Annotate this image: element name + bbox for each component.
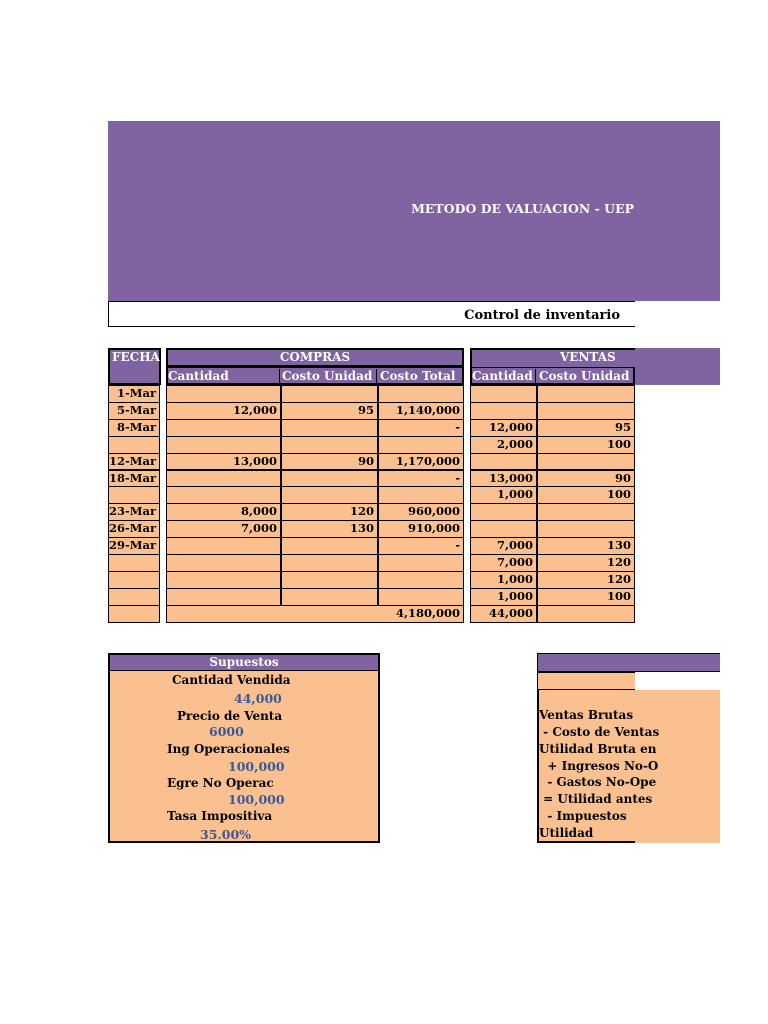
subtitle: Control de inventario [464,308,620,323]
fecha-cell: 26-Mar [108,520,160,538]
fecha-cell [108,436,160,454]
fecha-cell: 8-Mar [108,419,160,437]
compras-cantidad-cell: 8,000 [166,503,281,521]
compras-costo-unidad-cell [281,385,378,403]
fecha-header-label: FECHA [112,350,160,364]
compras-costo-total-cell: - [378,470,464,488]
ventas-costo-unidad-cell: 95 [537,419,635,437]
compras-cantidad-cell [166,571,281,589]
fecha-cell: 29-Mar [108,537,160,555]
ventas-costo-unidad-cell [537,520,635,538]
compras-costo-unidad-cell [281,486,378,504]
supuesto-value: 100,000 [228,792,285,807]
estado-right-mask [635,672,720,690]
compras-cantidad-cell [166,470,281,488]
fecha-total-cell [108,605,160,623]
fecha-cell: 12-Mar [108,453,160,471]
compras-costo-total-cell: 960,000 [378,503,464,521]
estado-line: Utilidad [539,826,594,840]
compras-costo-total-cell [378,436,464,454]
ventas-cantidad-cell: 7,000 [470,537,537,555]
compras-costo-unidad-cell [281,436,378,454]
fecha-cell [108,486,160,504]
estado-line: Utilidad Bruta en [539,742,657,756]
ventas-cantidad-cell [470,520,537,538]
compras-costo-unidad-cell: 95 [281,402,378,420]
ventas-costo-unidad-cell [537,503,635,521]
fecha-cell: 23-Mar [108,503,160,521]
ventas-costo-unidad-cell [537,453,635,471]
supuesto-label: Cantidad Vendida [172,673,291,687]
compras-costo-unidad-cell [281,470,378,488]
ventas-cantidad-cell: 2,000 [470,436,537,454]
ventas-costo-unidad-cell: 100 [537,588,635,606]
ventas-costo-unidad-cell: 100 [537,436,635,454]
compras-costo-unidad-cell [281,537,378,555]
ventas-costo-unidad-cell: 90 [537,470,635,488]
compras-total-cell: 4,180,000 [166,605,464,623]
ventas-col-cantidad: Cantidad [472,369,536,384]
fecha-cell: 5-Mar [108,402,160,420]
ventas-cantidad-cell: 1,000 [470,486,537,504]
ventas-header-label: VENTAS [560,350,616,364]
estado-header-cell [537,672,635,690]
supuesto-label: Egre No Operac [167,776,274,790]
supuesto-label: Precio de Venta [177,709,283,723]
ventas-costo-unidad-cell [537,385,635,403]
fecha-cell [108,588,160,606]
estado-line: - Gastos No-Ope [539,775,657,789]
ventas-cantidad-cell: 1,000 [470,571,537,589]
compras-costo-unidad-cell [281,419,378,437]
compras-costo-unidad-cell [281,554,378,572]
ventas-cantidad-cell: 7,000 [470,554,537,572]
compras-costo-unidad-cell: 120 [281,503,378,521]
supuestos-title: Supuestos [209,655,279,669]
ventas-costo-unidad-cell: 120 [537,554,635,572]
compras-costo-total-cell: 910,000 [378,520,464,538]
compras-cantidad-cell [166,537,281,555]
estado-line: + Ingresos No-O [539,759,659,773]
ventas-cantidad-cell [470,453,537,471]
ventas-costo-unidad-cell: 130 [537,537,635,555]
supuesto-label: Ing Operacionales [167,742,290,756]
ventas-costo-unidad-cell [537,402,635,420]
compras-costo-unidad-cell: 90 [281,453,378,471]
estado-line: - Impuestos [539,809,627,823]
compras-cantidad-cell [166,385,281,403]
compras-costo-total-cell: - [378,537,464,555]
fecha-cell [108,571,160,589]
compras-col-cantidad: Cantidad [168,369,280,384]
fecha-cell: 1-Mar [108,385,160,403]
ventas-total-costo-cell [537,605,635,623]
compras-cantidad-cell: 13,000 [166,453,281,471]
compras-cantidad-cell: 7,000 [166,520,281,538]
compras-cantidad-cell [166,588,281,606]
compras-col-costo-unidad: Costo Unidad [282,369,377,384]
ventas-total-cantidad-cell: 44,000 [470,605,537,623]
ventas-cantidad-cell: 13,000 [470,470,537,488]
ventas-cantidad-cell [470,503,537,521]
compras-costo-total-cell [378,385,464,403]
compras-cantidad-cell [166,486,281,504]
fecha-cell [108,554,160,572]
compras-costo-unidad-cell [281,588,378,606]
compras-cantidad-cell [166,554,281,572]
ventas-costo-unidad-cell: 120 [537,571,635,589]
supuesto-label: Tasa Impositiva [167,809,273,823]
compras-costo-unidad-cell: 130 [281,520,378,538]
supuesto-value: 100,000 [228,759,285,774]
supuesto-value: 44,000 [234,691,282,706]
ventas-costo-unidad-cell: 100 [537,486,635,504]
ventas-cantidad-cell [470,385,537,403]
banner-title: METODO DE VALUACION - UEP [411,201,634,216]
compras-costo-total-cell [378,588,464,606]
estado-line: = Utilidad antes [539,792,653,806]
ventas-cantidad-cell: 12,000 [470,419,537,437]
compras-costo-total-cell [378,571,464,589]
supuesto-value: 35.00% [200,827,252,842]
compras-col-costo-total: Costo Total [380,369,456,383]
compras-cantidad-cell [166,419,281,437]
compras-costo-total-cell: 1,170,000 [378,453,464,471]
ventas-cantidad-cell: 1,000 [470,588,537,606]
compras-costo-total-cell [378,554,464,572]
compras-costo-total-cell: 1,140,000 [378,402,464,420]
compras-costo-total-cell [378,486,464,504]
supuesto-value: 6000 [209,724,244,739]
compras-cantidad-cell [166,436,281,454]
compras-costo-total-cell: - [378,419,464,437]
ventas-cantidad-cell [470,402,537,420]
compras-header-label: COMPRAS [279,350,351,364]
compras-costo-unidad-cell [281,571,378,589]
fecha-cell: 18-Mar [108,470,160,488]
estado-line: - Costo de Ventas [539,725,660,739]
compras-cantidad-cell: 12,000 [166,402,281,420]
ventas-col-costo-unidad: Costo Unidad [539,369,630,383]
estado-line: Ventas Brutas [539,708,634,722]
estado-header [537,653,720,672]
